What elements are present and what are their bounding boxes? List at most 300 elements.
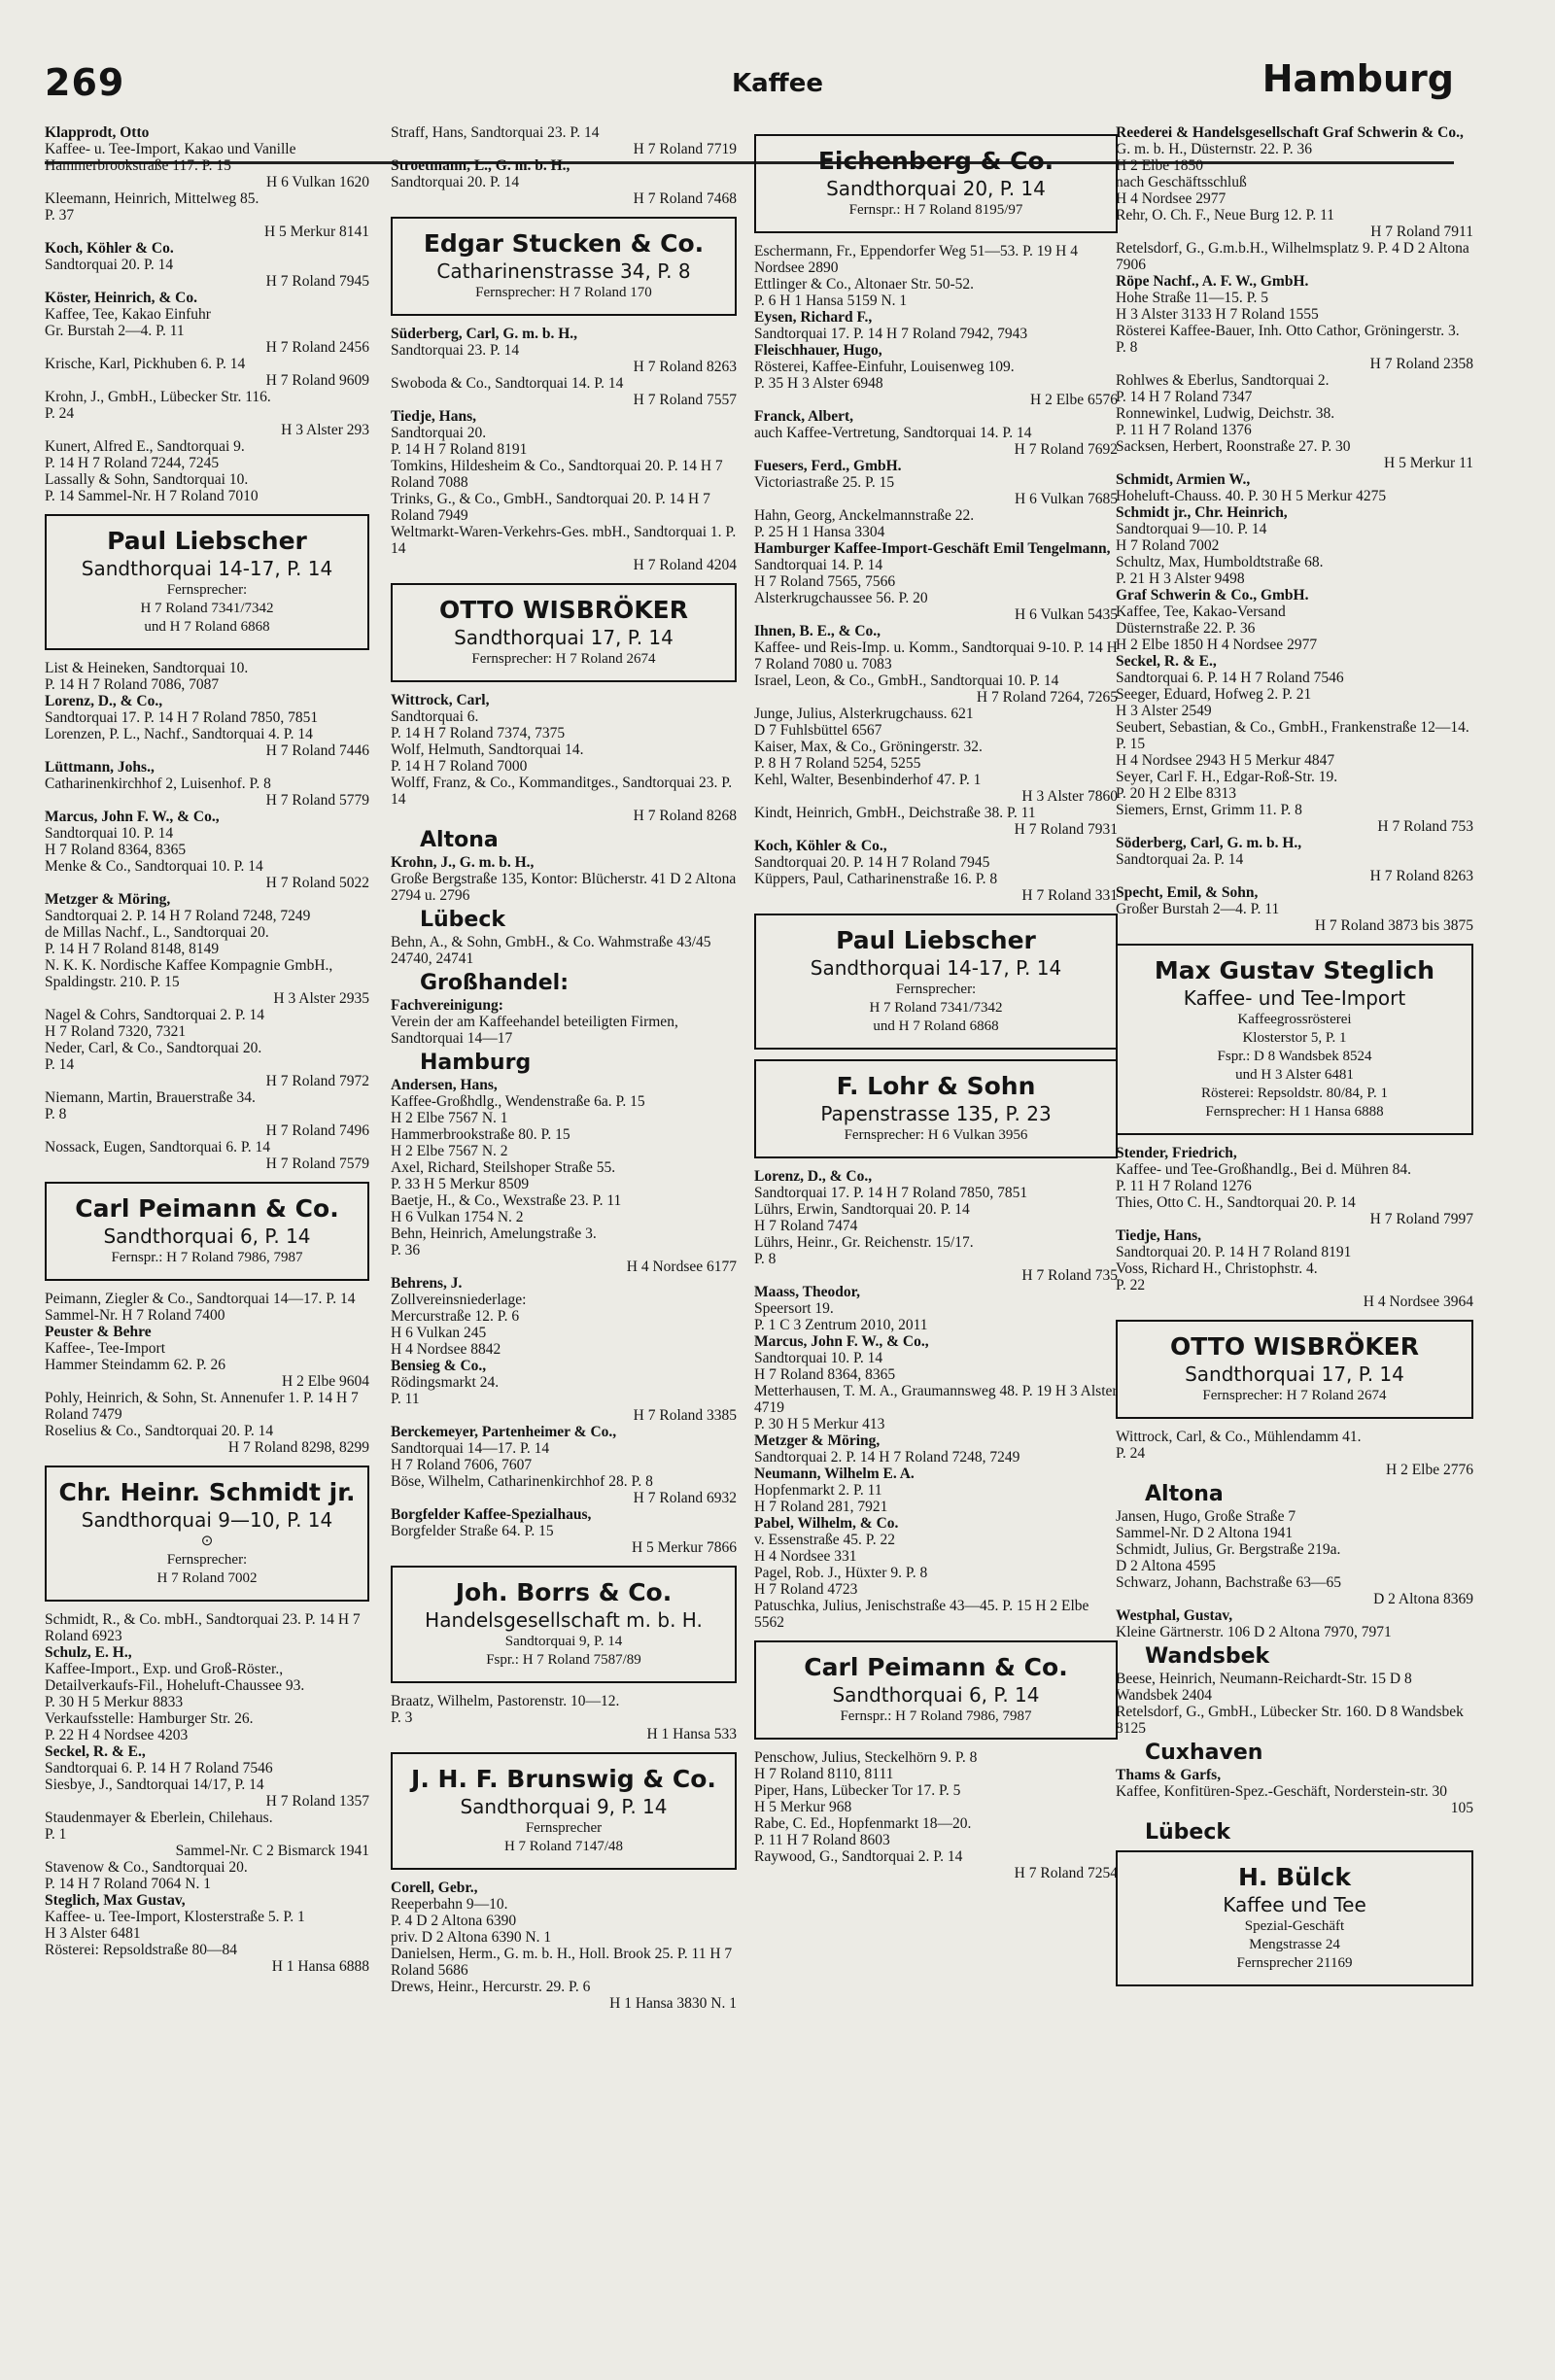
- directory-entry: [1116, 124, 1473, 240]
- entry-text: Seyer, Carl F. H., Edgar-Roß-Str. 19.: [1116, 769, 1338, 785]
- directory-entry: [45, 290, 369, 356]
- entry-text: Ettlinger & Co., Altonaer Str. 50-52.: [754, 276, 975, 293]
- ad-title: F. Lohr & Sohn: [836, 1072, 1036, 1100]
- directory-entry: [391, 934, 737, 967]
- directory-entry: [754, 507, 1118, 540]
- entry-text: Rabe, C. Ed., Hopfenmarkt 18—20.: [754, 1815, 972, 1832]
- directory-entry: [391, 1693, 737, 1742]
- advertisement-box: [391, 1752, 737, 1870]
- entry-text: P. 30 H 5 Merkur 413: [754, 1416, 885, 1432]
- advertisement-box: [391, 217, 737, 316]
- entry-phone: H 2 Elbe 9604: [282, 1373, 369, 1390]
- directory-entry: [391, 1275, 737, 1358]
- entry-text: Hohe Straße 11—15. P. 5: [1116, 290, 1268, 306]
- ad-line: Fernsprecher: H 6 Vulkan 3956: [844, 1127, 1028, 1143]
- entry-text: Sandtorquai 2. P. 14 H 7 Roland 7248, 7249: [45, 908, 311, 924]
- advertisement-box: [1116, 1850, 1473, 1986]
- entry-text: N. K. K. Nordische Kaffee Kompagnie GmbH., Spaldingstr. 210. P. 15: [45, 957, 333, 990]
- directory-entry: [45, 1743, 369, 1810]
- ad-line: Mengstrasse 24: [1249, 1937, 1340, 1952]
- entry-phone: H 7 Roland 9609: [265, 372, 369, 389]
- entry-text: Zollvereinsniederlage:: [391, 1292, 527, 1308]
- entry-name: Marcus, John F. W., & Co.,: [754, 1333, 929, 1350]
- entry-name: Tiedje, Hans,: [1116, 1227, 1201, 1244]
- entry-text: Metterhausen, T. M. A., Graumannsweg 48. P. 19 H 3 Alster 4719: [754, 1383, 1118, 1416]
- directory-entry: [754, 805, 1118, 838]
- entry-name: Köster, Heinrich, & Co.: [45, 290, 197, 306]
- entry-text: H 2 Elbe 1850: [1116, 157, 1203, 174]
- entry-text: Sandtorquai 20. P. 14: [391, 174, 520, 190]
- entry-text: Schmidt, Julius, Gr. Bergstraße 219a.: [1116, 1541, 1341, 1558]
- directory-entry: [1116, 884, 1473, 934]
- ad-line: Fernsprecher: H 1 Hansa 6888: [1205, 1104, 1384, 1120]
- entry-text: Lorenzen, P. L., Nachf., Sandtorquai 4. P. 14: [45, 726, 313, 742]
- entry-text: Behn, Heinrich, Amelungstraße 3.: [391, 1225, 597, 1242]
- entry-text: P. 24: [1116, 1445, 1146, 1462]
- entry-text: Kaffee- und Tee-Großhandlg., Bei d. Mühren 84.: [1116, 1161, 1411, 1178]
- entry-phone: H 7 Roland 7579: [265, 1156, 369, 1172]
- entry-text: auch Kaffee-Vertretung, Sandtorquai 14. P. 14: [754, 425, 1032, 441]
- entry-text: Eschermann, Fr., Eppendorfer Weg 51—53. P. 19 H 4 Nordsee 2890: [754, 243, 1078, 276]
- entry-text: Pagel, Rob. J., Hüxter 9. P. 8: [754, 1565, 928, 1581]
- entry-text: Sandtorquai 14—17. P. 14: [391, 1440, 550, 1457]
- entry-name: Stroetmann, L., G. m. b. H.,: [391, 157, 570, 174]
- city-heading: Lübeck: [1145, 1820, 1231, 1845]
- entry-text: Hammerbrookstraße 80. P. 15: [391, 1126, 570, 1143]
- entry-text: Verein der am Kaffeehandel beteiligten Firmen, Sandtorquai 14—17: [391, 1014, 678, 1047]
- directory-entry: [391, 375, 737, 408]
- ad-line: Fspr.: D 8 Wandsbek 8524: [1217, 1049, 1372, 1064]
- entry-text: priv. D 2 Altona 6390 N. 1: [391, 1929, 552, 1946]
- city-heading: Altona: [1145, 1482, 1224, 1506]
- entry-phone: H 6 Vulkan 7685: [1015, 491, 1118, 507]
- directory-entry: [45, 1810, 369, 1859]
- ad-title: Eichenberg & Co.: [817, 147, 1054, 175]
- entry-text: Wittrock, Carl, & Co., Mühlendamm 41.: [1116, 1429, 1362, 1445]
- entry-text: de Millas Nachf., L., Sandtorquai 20.: [45, 924, 269, 941]
- directory-entry: [754, 342, 1118, 408]
- directory-entry: [754, 1333, 1118, 1432]
- entry-phone: H 7 Roland 7972: [265, 1073, 369, 1089]
- entry-text: H 7 Roland 8110, 8111: [754, 1766, 894, 1782]
- entry-text: H 5 Merkur 968: [754, 1799, 852, 1815]
- city-heading: Wandsbek: [1145, 1644, 1270, 1669]
- advertisement-box: [754, 914, 1118, 1050]
- entry-text: Kaffee- u. Tee-Import, Kakao und Vanille: [45, 141, 296, 157]
- entry-text: Wolff, Franz, & Co., Kommanditges., Sandtorquai 23. P. 14: [391, 775, 733, 808]
- ad-title: Carl Peimann & Co.: [804, 1653, 1068, 1681]
- advertisement-box: [754, 134, 1118, 233]
- entry-text: P. 20 H 2 Elbe 8313: [1116, 785, 1236, 802]
- directory-entry: [754, 243, 1118, 309]
- entry-name: Seckel, R. & E.,: [1116, 653, 1217, 670]
- entry-phone: H 2 Elbe 6576: [1030, 392, 1118, 408]
- entry-text: Catharinenkirchhof 2, Luisenhof. P. 8: [45, 776, 271, 792]
- entry-text: Rösterei Kaffee-Bauer, Inh. Otto Cathor, Gröningerstr. 3. P. 8: [1116, 323, 1460, 356]
- entry-text: P. 24: [45, 405, 75, 422]
- entry-text: H 7 Roland 281, 7921: [754, 1499, 888, 1515]
- entry-name: Thams & Garfs,: [1116, 1767, 1222, 1783]
- entry-phone: H 7 Roland 2456: [265, 339, 369, 356]
- entry-text: P. 14 H 7 Roland 7064 N. 1: [45, 1876, 211, 1892]
- entry-text: P. 11: [391, 1391, 420, 1407]
- entry-text: Sandtorquai 6. P. 14 H 7 Roland 7546: [45, 1760, 273, 1776]
- directory-entry: [45, 240, 369, 290]
- directory-entry: [754, 706, 1118, 805]
- entry-phone: H 4 Nordsee 3964: [1363, 1293, 1473, 1310]
- entry-text: Wolf, Helmuth, Sandtorquai 14.: [391, 742, 584, 758]
- ad-line: Fernsprecher:: [166, 1552, 248, 1568]
- entry-name: Fachvereinigung:: [391, 997, 503, 1014]
- entry-phone: H 1 Hansa 6888: [271, 1958, 369, 1975]
- entry-text: Böse, Wilhelm, Catharinenkirchhof 28. P. 8: [391, 1473, 653, 1490]
- ad-title: Carl Peimann & Co.: [75, 1194, 339, 1223]
- entry-phone: H 7 Roland 8263: [1369, 868, 1473, 884]
- entry-text: Sandtorquai 20. P. 14 H 7 Roland 8191: [1116, 1244, 1352, 1260]
- directory-entry: [45, 1007, 369, 1089]
- directory-entry: [1116, 835, 1473, 884]
- entry-text: H 4 Nordsee 331: [754, 1548, 857, 1565]
- entry-phone: H 6 Vulkan 5435: [1015, 606, 1118, 623]
- directory-entry: [1116, 1227, 1473, 1310]
- entry-text: Pohly, Heinrich, & Sohn, St. Annenufer 1. P. 14 H 7 Roland 7479: [45, 1390, 359, 1423]
- entry-name: Reederei & Handelsgesellschaft Graf Schwerin & Co.,: [1116, 124, 1464, 141]
- entry-text: Staudenmayer & Eberlein, Chilehaus.: [45, 1810, 273, 1826]
- ad-line: Catharinenstrasse 34, P. 8: [436, 259, 691, 283]
- entry-text: P. 14 H 7 Roland 7244, 7245: [45, 455, 220, 471]
- entry-text: Lührs, Erwin, Sandtorquai 20. P. 14: [754, 1201, 970, 1218]
- entry-name: Koch, Köhler & Co.,: [754, 838, 887, 854]
- entry-phone: H 7 Roland 753: [1377, 818, 1473, 835]
- ad-line: Fernsprecher: H 7 Roland 2674: [1202, 1388, 1387, 1403]
- entry-phone: H 7 Roland 8263: [633, 359, 737, 375]
- entry-text: Niemann, Martin, Brauerstraße 34.: [45, 1089, 256, 1106]
- directory-entry: [45, 1644, 369, 1743]
- entry-text: Patuschka, Julius, Jenischstraße 43—45. P. 15 H 2 Elbe 5562: [754, 1598, 1089, 1631]
- ad-line: Sandthorquai 14-17, P. 14: [81, 557, 333, 580]
- entry-text: Sandtorquai 17. P. 14 H 7 Roland 7942, 7943: [754, 326, 1028, 342]
- directory-entry: [45, 809, 369, 891]
- entry-text: H 7 Roland 7565, 7566: [754, 573, 896, 590]
- directory-entry: [45, 759, 369, 809]
- entry-text: Siesbye, J., Sandtorquai 14/17, P. 14: [45, 1776, 264, 1793]
- entry-text: Beese, Heinrich, Neumann-Reichardt-Str. 15 D 8 Wandsbek 2404: [1116, 1671, 1412, 1704]
- entry-phone: H 3 Alster 7860: [1021, 788, 1118, 805]
- directory-entry: [754, 1466, 1118, 1515]
- directory-entry: [754, 540, 1118, 623]
- entry-text: P. 11 H 7 Roland 1376: [1116, 422, 1252, 438]
- ad-line: H 7 Roland 7341/7342: [140, 601, 274, 616]
- entry-text: Kindt, Heinrich, GmbH., Deichstraße 38. P. 11: [754, 805, 1036, 821]
- column-1: [45, 124, 369, 1975]
- entry-phone: H 7 Roland 3873 bis 3875: [1314, 917, 1473, 934]
- entry-text: Kunert, Alfred E., Sandtorquai 9.: [45, 438, 245, 455]
- entry-text: Sandtorquai 23. P. 14: [391, 342, 520, 359]
- entry-name: Lüttmann, Johs.,: [45, 759, 155, 776]
- entry-text: Thies, Otto C. H., Sandtorquai 20. P. 14: [1116, 1194, 1356, 1211]
- directory-entry: [754, 1749, 1118, 1881]
- entry-text: H 2 Elbe 7567 N. 1: [391, 1110, 508, 1126]
- directory-entry: [45, 190, 369, 240]
- entry-phone: H 7 Roland 8298, 8299: [227, 1439, 369, 1456]
- entry-text: P. 6 H 1 Hansa 5159 N. 1: [754, 293, 908, 309]
- entry-text: Schmidt, R., & Co. mbH., Sandtorquai 23. P. 14 H 7 Roland 6923: [45, 1611, 361, 1644]
- column-4: [1116, 124, 1473, 1996]
- entry-name: Corell, Gebr.,: [391, 1880, 478, 1896]
- entry-text: List & Heineken, Sandtorquai 10.: [45, 660, 249, 676]
- entry-text: Nossack, Eugen, Sandtorquai 6. P. 14: [45, 1139, 271, 1156]
- ad-line: Sandthorquai 17, P. 14: [1185, 1362, 1404, 1386]
- ad-line: und H 7 Roland 6868: [144, 619, 270, 635]
- city-heading: Großhandel:: [420, 971, 570, 995]
- page-number: 269: [45, 61, 125, 104]
- city-title: Hamburg: [1261, 57, 1454, 100]
- ad-title: OTTO WISBRÖKER: [1169, 1332, 1420, 1361]
- entry-name: Koch, Köhler & Co.: [45, 240, 174, 257]
- directory-entry: [45, 389, 369, 438]
- entry-text: Kaffee, Konfitüren-Spez.-Geschäft, Norderstein-str. 30: [1116, 1783, 1448, 1800]
- entry-text: Nagel & Cohrs, Sandtorquai 2. P. 14: [45, 1007, 265, 1023]
- entry-text: H 3 Alster 2549: [1116, 703, 1212, 719]
- entry-text: P. 1 C 3 Zentrum 2010, 2011: [754, 1317, 928, 1333]
- ad-title: OTTO WISBRÖKER: [438, 596, 689, 624]
- entry-text: Trinks, G., & Co., GmbH., Sandtorquai 20. P. 14 H 7 Roland 7949: [391, 491, 710, 524]
- directory-entry: [45, 1859, 369, 1892]
- entry-text: P. 14 H 7 Roland 8191: [391, 441, 528, 458]
- entry-text: Sandtorquai 14. P. 14: [754, 557, 883, 573]
- entry-text: Siemers, Ernst, Grimm 11. P. 8: [1116, 802, 1302, 818]
- entry-text: Sandtorquai 2a. P. 14: [1116, 851, 1244, 868]
- entry-name: Graf Schwerin & Co., GmbH.: [1116, 587, 1309, 604]
- entry-text: Sandtorquai 6. P. 14 H 7 Roland 7546: [1116, 670, 1344, 686]
- entry-text: Sandtorquai 17. P. 14 H 7 Roland 7850, 7851: [45, 709, 319, 726]
- entry-name: Behrens, J.: [391, 1275, 463, 1292]
- entry-text: Victoriastraße 25. P. 15: [754, 474, 895, 491]
- ad-line: H 7 Roland 7002: [156, 1570, 258, 1586]
- entry-text: P. 30 H 5 Merkur 8833: [45, 1694, 184, 1710]
- entry-text: Raywood, G., Sandtorquai 2. P. 14: [754, 1848, 963, 1865]
- entry-text: P. 22: [1116, 1277, 1146, 1293]
- entry-text: D 7 Fuhlsbüttel 6567: [754, 722, 882, 739]
- ad-title: Chr. Heinr. Schmidt jr.: [58, 1478, 356, 1506]
- directory-entry: [754, 309, 1118, 342]
- entry-text: Sandtorquai 9—10. P. 14: [1116, 521, 1267, 537]
- ad-line: H 7 Roland 7341/7342: [869, 1000, 1003, 1016]
- entry-phone: H 5 Merkur 7866: [631, 1539, 737, 1556]
- entry-text: H 2 Elbe 7567 N. 2: [391, 1143, 508, 1159]
- ad-line: Handelsgesellschaft m. b. H.: [425, 1608, 703, 1632]
- entry-phone: H 7 Roland 8268: [633, 808, 737, 824]
- entry-text: Retelsdorf, G., GmbH., Lübecker Str. 160. D 8 Wandsbek 8125: [1116, 1704, 1464, 1737]
- entry-name: Stender, Friedrich,: [1116, 1145, 1237, 1161]
- ad-line: Sandthorquai 14-17, P. 14: [810, 956, 1062, 980]
- entry-text: Sammel-Nr. D 2 Altona 1941: [1116, 1525, 1294, 1541]
- directory-entry: [754, 623, 1118, 706]
- entry-text: P. 14: [45, 1056, 75, 1073]
- entry-text: P. 1: [45, 1826, 67, 1843]
- ad-line: Fernsprecher 21169: [1236, 1955, 1353, 1971]
- entry-name: Ihnen, B. E., & Co.,: [754, 623, 881, 639]
- entry-text: Reeperbahn 9—10.: [391, 1896, 508, 1913]
- entry-text: Seubert, Sebastian, & Co., GmbH., Frankenstraße 12—14. P. 15: [1116, 719, 1469, 752]
- entry-text: Sandtorquai 2. P. 14 H 7 Roland 7248, 7249: [754, 1449, 1020, 1466]
- entry-phone: H 7 Roland 5779: [265, 792, 369, 809]
- entry-text: P. 14 Sammel-Nr. H 7 Roland 7010: [45, 488, 259, 504]
- entry-phone: H 1 Hansa 533: [646, 1726, 737, 1742]
- directory-entry: [754, 1515, 1118, 1631]
- directory-entry: [754, 1168, 1118, 1284]
- directory-entry: [391, 408, 737, 573]
- entry-text: Behn, A., & Sohn, GmbH., & Co. Wahmstraße 43/45 24740, 24741: [391, 934, 711, 967]
- ad-line: Sandtorquai 9, P. 14: [504, 1634, 623, 1649]
- ad-line: H 7 Roland 7147/48: [503, 1839, 624, 1854]
- entry-text: P. 8: [45, 1106, 67, 1122]
- ad-line: ⊙: [200, 1534, 214, 1549]
- entry-text: P. 8 H 7 Roland 5254, 5255: [754, 755, 921, 772]
- entry-phone: H 7 Roland 3385: [633, 1407, 737, 1424]
- entry-name: Franck, Albert,: [754, 408, 854, 425]
- entry-text: Junge, Julius, Alsterkrugchauss. 621: [754, 706, 974, 722]
- entry-text: Sandtorquai 10. P. 14: [45, 825, 174, 842]
- directory-entry: [1116, 1508, 1473, 1607]
- entry-text: Rödingsmarkt 24.: [391, 1374, 500, 1391]
- entry-text: Alsterkrugchaussee 56. P. 20: [754, 590, 928, 606]
- directory-entry: [45, 356, 369, 389]
- entry-text: Hammerbrookstraße 117. P. 15: [45, 157, 231, 174]
- entry-text: Sandtorquai 20. P. 14: [45, 257, 174, 273]
- directory-entry: [1116, 587, 1473, 653]
- entry-text: Hahn, Georg, Anckelmannstraße 22.: [754, 507, 975, 524]
- ad-line: Sandthorquai 20, P. 14: [826, 177, 1046, 200]
- entry-text: Kaffee- u. Tee-Import, Klosterstraße 5. P. 1: [45, 1909, 305, 1925]
- entry-text: Sandtorquai 20. P. 14 H 7 Roland 7945: [754, 854, 990, 871]
- entry-text: H 7 Roland 8364, 8365: [45, 842, 187, 858]
- entry-name: Steglich, Max Gustav,: [45, 1892, 186, 1909]
- directory-entry: [45, 471, 369, 504]
- entry-phone: H 7 Roland 7264, 7265: [976, 689, 1118, 706]
- ad-line: Sandthorquai 9, P. 14: [460, 1795, 668, 1818]
- ad-line: Sandthorquai 9—10, P. 14: [81, 1508, 333, 1532]
- entry-name: Schulz, E. H.,: [45, 1644, 132, 1661]
- ad-line: Fspr.: H 7 Roland 7587/89: [486, 1652, 641, 1668]
- entry-text: Hammer Steindamm 62. P. 26: [45, 1357, 225, 1373]
- entry-text: Borgfelder Straße 64. P. 15: [391, 1523, 554, 1539]
- ad-line: Kaffee und Tee: [1223, 1893, 1366, 1916]
- entry-text: Peimann, Ziegler & Co., Sandtorquai 14—17. P. 14: [45, 1291, 356, 1307]
- entry-text: P. 8: [754, 1251, 777, 1267]
- entry-name: Tiedje, Hans,: [391, 408, 476, 425]
- entry-name: Neumann, Wilhelm E. A.: [754, 1466, 915, 1482]
- entry-text: Braatz, Wilhelm, Pastorenstr. 10—12.: [391, 1693, 620, 1709]
- entry-name: Fuesers, Ferd., GmbH.: [754, 458, 902, 474]
- entry-phone: H 7 Roland 7931: [1014, 821, 1118, 838]
- ad-title: Paul Liebscher: [836, 926, 1036, 954]
- entry-phone: H 3 Alster 2935: [273, 990, 369, 1007]
- directory-entry: [1116, 471, 1473, 504]
- ad-line: Kaffeegrossrösterei: [1237, 1012, 1352, 1027]
- directory-entry: [45, 693, 369, 759]
- entry-text: P. 35 H 3 Alster 6948: [754, 375, 883, 392]
- ad-title: Max Gustav Steglich: [1154, 956, 1435, 984]
- ad-line: Fernspr.: H 7 Roland 8195/97: [848, 202, 1023, 218]
- entry-name: Lorenz, D., & Co.,: [754, 1168, 873, 1185]
- entry-phone: H 7 Roland 2358: [1369, 356, 1473, 372]
- entry-text: Straff, Hans, Sandtorquai 23. P. 14: [391, 124, 600, 141]
- entry-text: v. Essenstraße 45. P. 22: [754, 1532, 895, 1548]
- advertisement-box: [45, 1466, 369, 1602]
- entry-phone: H 7 Roland 6932: [633, 1490, 737, 1506]
- entry-text: Kaffee-Import., Exp. und Groß-Röster., Detailverkaufs-Fil., Hoheluft-Chaussee 93.: [45, 1661, 305, 1694]
- advertisement-box: [1116, 944, 1473, 1135]
- directory-entry: [754, 1284, 1118, 1333]
- entry-name: Wittrock, Carl,: [391, 692, 490, 708]
- entry-phone: H 7 Roland 7997: [1369, 1211, 1473, 1227]
- entry-text: Kaffee, Tee, Kakao Einfuhr: [45, 306, 211, 323]
- entry-name: Eysen, Richard F.,: [754, 309, 873, 326]
- entry-name: Lorenz, D., & Co.,: [45, 693, 163, 709]
- entry-text: Gr. Burstah 2—4. P. 11: [45, 323, 185, 339]
- ad-line: Sandthorquai 6, P. 14: [832, 1683, 1040, 1707]
- entry-name: Süderberg, Carl, G. m. b. H.,: [391, 326, 578, 342]
- directory-entry: [1116, 1145, 1473, 1227]
- entry-phone: 105: [1450, 1800, 1473, 1816]
- directory-entry: [1116, 240, 1473, 273]
- directory-entry: [391, 692, 737, 824]
- entry-text: Schwarz, Johann, Bachstraße 63—65: [1116, 1574, 1342, 1591]
- entry-text: Penschow, Julius, Steckelhörn 9. P. 8: [754, 1749, 978, 1766]
- ad-line: Fernsprecher:: [895, 982, 977, 997]
- entry-text: Israel, Leon, & Co., GmbH., Sandtorquai 10. P. 14: [754, 673, 1059, 689]
- entry-phone: D 2 Altona 8369: [1373, 1591, 1473, 1607]
- directory-entry: [391, 157, 737, 207]
- entry-text: Kehl, Walter, Besenbinderhof 47. P. 1: [754, 772, 982, 788]
- entry-text: H 7 Roland 7474: [754, 1218, 858, 1234]
- directory-entry: [754, 458, 1118, 507]
- entry-text: Sandtorquai 17. P. 14 H 7 Roland 7850, 7851: [754, 1185, 1028, 1201]
- entry-name: Klapprodt, Otto: [45, 124, 150, 141]
- directory-entry: [45, 1390, 369, 1456]
- entry-text: Sammel-Nr. H 7 Roland 7400: [45, 1307, 225, 1324]
- entry-text: G. m. b. H., Düsternstr. 22. P. 36: [1116, 141, 1312, 157]
- entry-text: Krohn, J., GmbH., Lübecker Str. 116.: [45, 389, 271, 405]
- entry-text: Ronnewinkel, Ludwig, Deichstr. 38.: [1116, 405, 1335, 422]
- entry-name: Specht, Emil, & Sohn,: [1116, 884, 1259, 901]
- entry-text: Verkaufsstelle: Hamburger Str. 26.: [45, 1710, 254, 1727]
- entry-phone: H 4 Nordsee 6177: [626, 1259, 737, 1275]
- ad-line: Fernsprecher: [525, 1820, 603, 1836]
- entry-text: Rösterei: Repsoldstraße 80—84: [45, 1942, 238, 1958]
- entry-text: Kleemann, Heinrich, Mittelweg 85.: [45, 190, 259, 207]
- entry-phone: H 7 Roland 7692: [1014, 441, 1118, 458]
- directory-entry: [391, 1077, 737, 1275]
- entry-phone: H 3 Alster 293: [281, 422, 369, 438]
- advertisement-box: [754, 1640, 1118, 1740]
- entry-text: Kleine Gärtnerstr. 106 D 2 Altona 7970, 7971: [1116, 1624, 1392, 1640]
- directory-entry: [45, 1892, 369, 1975]
- column-3: [754, 124, 1118, 1881]
- entry-name: Borgfelder Kaffee-Spezialhaus,: [391, 1506, 592, 1523]
- directory-entry: [45, 1291, 369, 1324]
- ad-title: H. Bülck: [1238, 1863, 1351, 1891]
- entry-phone: H 7 Roland 331: [1021, 887, 1118, 904]
- entry-name: Schmidt, Armien W.,: [1116, 471, 1251, 488]
- advertisement-box: [391, 1566, 737, 1683]
- entry-text: Düsternstraße 22. P. 36: [1116, 620, 1256, 637]
- entry-text: Rehr, O. Ch. F., Neue Burg 12. P. 11: [1116, 207, 1335, 224]
- entry-text: P. 14 H 7 Roland 7086, 7087: [45, 676, 220, 693]
- entry-phone: H 7 Roland 7446: [265, 742, 369, 759]
- directory-entry: [45, 1611, 369, 1644]
